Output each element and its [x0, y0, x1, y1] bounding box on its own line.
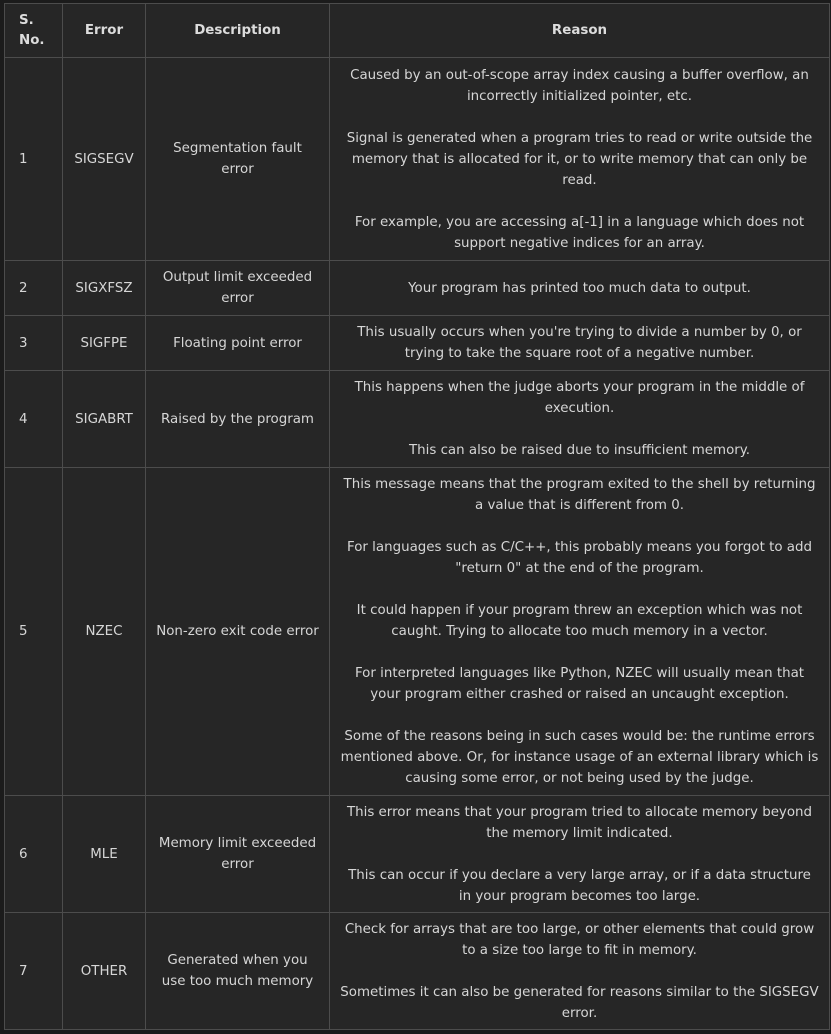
- row-reason: [330, 316, 830, 371]
- row-sno: 7: [5, 913, 63, 1030]
- row-description: Non-zero exit code error: [146, 468, 330, 796]
- row-reason: [330, 261, 830, 316]
- header-error: Error: [63, 4, 146, 58]
- reason-paragraph: This message means that the program exited to the shell by returning a value that is different from 0.: [343, 477, 816, 513]
- table-row: [5, 371, 830, 468]
- row-reason: [330, 371, 830, 468]
- reason-paragraph: This usually occurs when you're trying to divide a number by 0, or trying to take the square root of a negative number.: [357, 325, 802, 361]
- row-description: Raised by the program: [146, 371, 330, 468]
- row-reason: [330, 913, 830, 1030]
- row-description: Segmentation fault error: [146, 58, 330, 261]
- row-error-code: SIGXFSZ: [63, 261, 146, 316]
- reason-paragraph: Check for arrays that are too large, or other elements that could grow to a size too large to fit in memory.: [344, 921, 815, 958]
- row-description: Output limit exceeded error: [146, 261, 330, 316]
- reason-paragraph: For languages such as C/C++, this probably means you forgot to add "return 0" at the end of the program.: [347, 540, 812, 576]
- row-error-code: NZEC: [63, 468, 146, 796]
- row-error-code: SIGFPE: [63, 316, 146, 371]
- table-row: [5, 261, 830, 316]
- table-row: [5, 913, 830, 1030]
- reason-paragraph: For example, you are accessing a[-1] in a language which does not support negative indices for an array.: [354, 214, 805, 251]
- row-error-code: SIGSEGV: [63, 58, 146, 261]
- table-row: [5, 796, 830, 913]
- reason-paragraph: This error means that your program tried to allocate memory beyond the memory limit indicated.: [346, 804, 813, 841]
- reason-paragraph: It could happen if your program threw an exception which was not caught. Trying to allocate too much memory in a vector.: [356, 603, 803, 639]
- row-reason: [330, 796, 830, 913]
- row-description: Floating point error: [146, 316, 330, 371]
- reason-paragraph: This happens when the judge aborts your program in the middle of execution.: [354, 380, 805, 416]
- row-error-code: OTHER: [63, 913, 146, 1030]
- row-sno: 5: [5, 468, 63, 796]
- table-row: [5, 468, 830, 796]
- reason-paragraph: Some of the reasons being in such cases would be: the runtime errors mentioned above. Or, for instance usage of an external library which is causing some error, or not being used by the judge.: [340, 729, 819, 786]
- row-sno: 4: [5, 371, 63, 468]
- reason-paragraph: Sometimes it can also be generated for reasons similar to the SIGSEGV error.: [340, 984, 819, 1021]
- table-body: [5, 58, 830, 1030]
- reason-paragraph: Caused by an out-of-scope array index causing a buffer overflow, an incorrectly initialized pointer, etc.: [350, 67, 809, 104]
- row-sno: 3: [5, 316, 63, 371]
- table-header: [5, 4, 830, 58]
- row-description: Memory limit exceeded error: [146, 796, 330, 913]
- row-description: Generated when you use too much memory: [146, 913, 330, 1030]
- header-reason: Reason: [330, 4, 830, 58]
- row-sno: 2: [5, 261, 63, 316]
- row-sno: 6: [5, 796, 63, 913]
- reason-paragraph: This can also be raised due to insufficient memory.: [408, 443, 751, 458]
- reason-paragraph: Signal is generated when a program tries to read or write outside the memory that is allocated for it, or to write memory that can only be read.: [346, 130, 813, 188]
- error-table: [4, 3, 830, 1030]
- reason-paragraph: Your program has printed too much data to output.: [408, 280, 751, 296]
- row-reason: [330, 58, 830, 261]
- table-row: [5, 316, 830, 371]
- row-reason: [330, 468, 830, 796]
- row-error-code: MLE: [63, 796, 146, 913]
- row-error-code: SIGABRT: [63, 371, 146, 468]
- row-sno: 1: [5, 58, 63, 261]
- reason-paragraph: This can occur if you declare a very large array, or if a data structure in your program becomes too large.: [348, 867, 811, 904]
- reason-paragraph: For interpreted languages like Python, NZEC will usually mean that your program either crashed or raised an uncaught exception.: [354, 666, 805, 702]
- table-row: [5, 58, 830, 261]
- header-row: [5, 4, 830, 58]
- header-description: Description: [146, 4, 330, 58]
- header-sno: S. No.: [5, 4, 63, 58]
